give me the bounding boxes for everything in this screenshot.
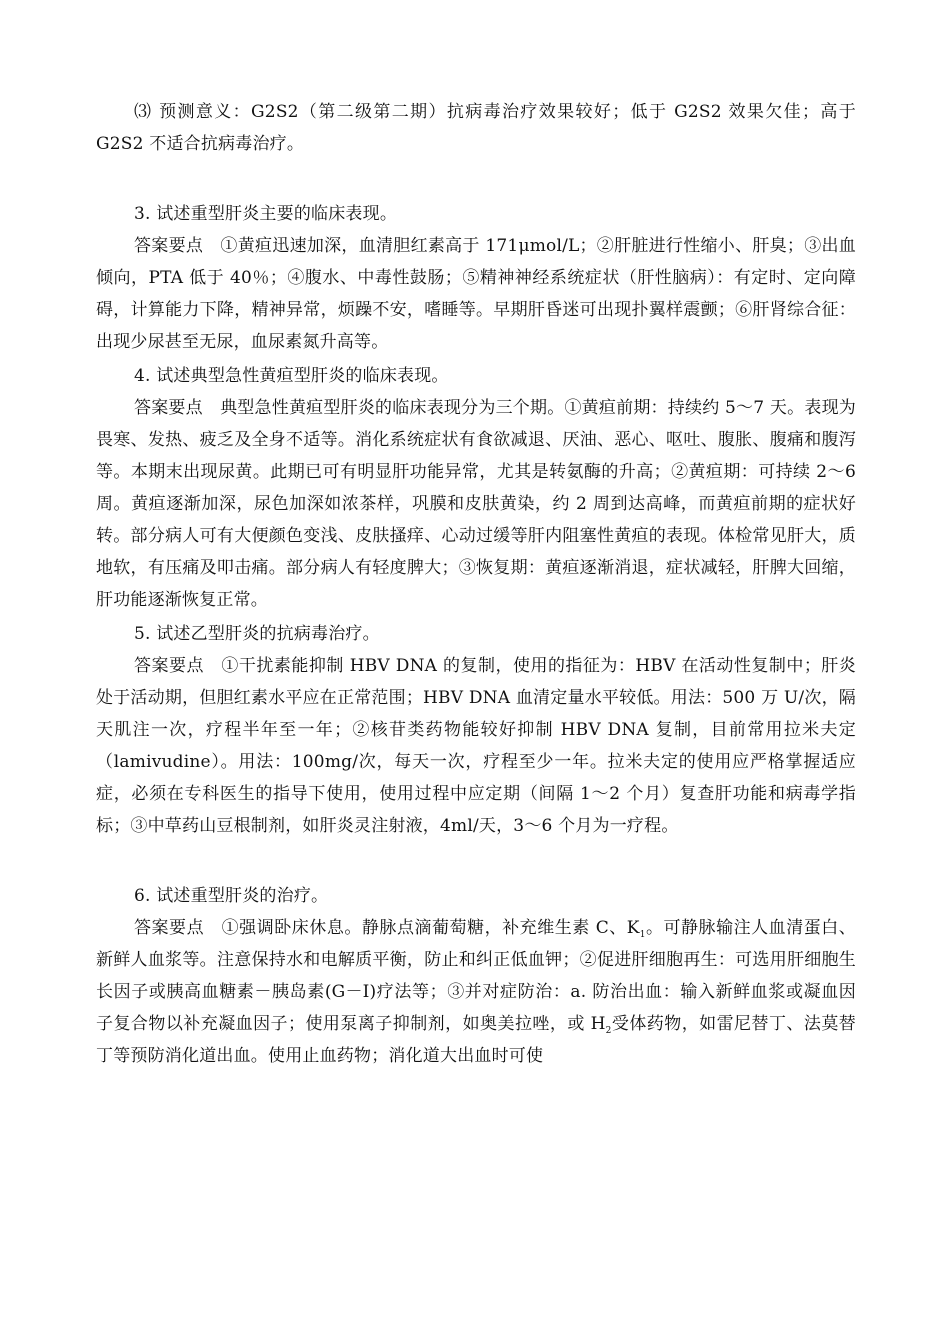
question-6-answer-part-3: 受体药物，如雷尼替丁、法莫替丁等预防消化道出血。使用止血药物；消化道大出血时可使 — [96, 1014, 856, 1066]
prediction-paragraph: ⑶ 预测意义：G2S2（第二级第二期）抗病毒治疗效果较好；低于 G2S2 效果欠佳；高于 G2S2 不适合抗病毒治疗。 — [96, 102, 856, 154]
question-3-answer: 答案要点 ①黄疸迅速加深，血清胆红素高于 171μmol/L；②肝脏进行性缩小、肝臭；③出血倾向，PTA 低于 40％；④腹水、中毒性鼓肠；⑤精神神经系统症状（肝性脑病）：有定时、定向障碍，计算能力下降，精神异常，烦躁不安，嗜睡等。早期肝昏迷可出现扑翼样震颤；⑥肝肾综合征：出现少尿甚至无尿，血尿素氮升高等。 — [96, 236, 856, 352]
question-4-answer: 答案要点 典型急性黄疸型肝炎的临床表现分为三个期。①黄疸前期：持续约 5～7 天。表现为畏寒、发热、疲乏及全身不适等。消化系统症状有食欲减退、厌油、恶心、呕吐、腹胀、腹痛和腹泻等。本期末出现尿黄。此期已可有明显肝功能异常，尤其是转氨酶的升高；②黄疸期：可持续 2～6 周。黄疸逐渐加深，尿色加深如浓茶样，巩膜和皮肤黄染，约 2 周到达高峰，而黄疸前期的症状好转。部分病人可有大便颜色变浅、皮肤搔痒、心动过缓等肝内阻塞性黄疸的表现。体检常见肝大，质地软，有压痛及叩击痛。部分病人有轻度脾大；③恢复期：黄疸逐渐消退，症状减轻，肝脾大回缩，肝功能逐渐恢复正常。 — [96, 398, 856, 610]
question-5-title: 5. 试述乙型肝炎的抗病毒治疗。 — [134, 624, 380, 644]
question-6-answer-part-2: 。可静脉输注人血清蛋白、新鲜人血浆等。注意保持水和电解质平衡，防止和纠正低血钾；②促进肝细胞再生：可选用肝细胞生长因子或胰高血糖素－胰岛素(G－I)疗法等；③并对症防治：a. 防治出血：输入新鲜血浆或凝血因子复合物以补充凝血因子；使用泵离子抑制剂，如奥美拉唑，或 H — [96, 918, 856, 1034]
question-6-title: 6. 试述重型肝炎的治疗。 — [134, 886, 329, 906]
h2-subscript: 2 — [605, 1026, 612, 1036]
document-page — [96, 96, 856, 1072]
question-5-answer: 答案要点 ①干扰素能抑制 HBV DNA 的复制，使用的指征为：HBV 在活动性复制中；肝炎处于活动期，但胆红素水平应在正常范围；HBV DNA 血清定量水平较低。用法：500 万 U/次，隔天肌注一次，疗程半年至一年；②核苷类药物能较好抑制 HBV DNA 复制，目前常用拉米夫定（lamivudine）。用法：100mg/次，每天一次，疗程至少一年。拉米夫定的使用应严格掌握适应症，必须在专科医生的指导下使用，使用过程中应定期（间隔 1～2 个月）复查肝功能和病毒学指标；③中草药山豆根制剂，如肝炎灵注射液，4ml/天，3～6 个月为一疗程。 — [96, 656, 856, 836]
question-6-answer — [96, 912, 856, 1072]
vitamin-k-subscript: 1 — [639, 930, 646, 940]
question-6-answer-part-1: 答案要点 ①强调卧床休息。静脉点滴葡萄糖，补充维生素 C、K — [134, 918, 640, 938]
question-4-title: 4. 试述典型急性黄疸型肝炎的临床表现。 — [134, 366, 449, 386]
question-3-title: 3. 试述重型肝炎主要的临床表现。 — [134, 204, 398, 224]
